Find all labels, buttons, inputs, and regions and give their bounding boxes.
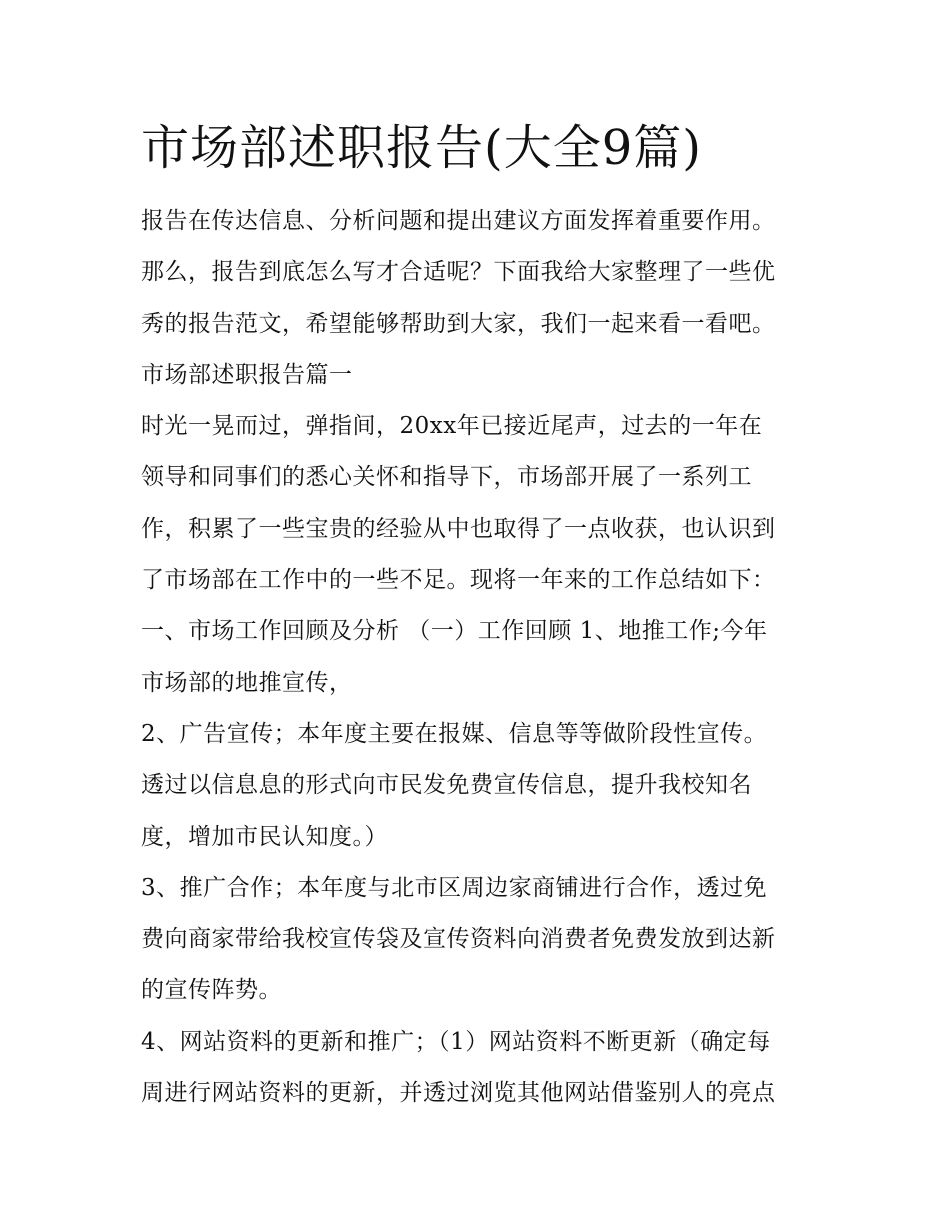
text-line: 了市场部在工作中的一些不足。现将一年来的工作总结如下： bbox=[141, 567, 776, 594]
text-line: 透过以信息息的形式向市民发免费宣传信息，提升我校知名 bbox=[141, 772, 752, 799]
text-line: 那么，报告到底怎么写才合适呢？下面我给大家整理了一些优 bbox=[141, 259, 776, 286]
document-body bbox=[141, 196, 821, 1119]
text-line: 2、广告宣传；本年度主要在报媒、信息等等做阶段性宣传。 bbox=[141, 720, 768, 747]
text-line: 的宣传阵势。 bbox=[141, 977, 282, 1004]
text-line: 度，增加市民认知度。） bbox=[141, 823, 388, 850]
text-line: 市场部的地推宣传， bbox=[141, 669, 353, 696]
text-line: 秀的报告范文，希望能够帮助到大家，我们一起来看一看吧。 bbox=[141, 310, 776, 337]
section-heading: 市场部述职报告篇一 bbox=[141, 361, 353, 388]
document-title: 市场部述职报告(大全9篇) bbox=[141, 120, 702, 176]
text-line: 3、推广合作；本年度与北市区周边家商铺进行合作，透过免 bbox=[141, 874, 768, 901]
text-line: 时光一晃而过，弹指间，20xx年已接近尾声，过去的一年在 bbox=[141, 413, 763, 440]
text-line: 4、网站资料的更新和推广；（1）网站资料不断更新（确定每 bbox=[141, 1028, 771, 1055]
text-line: 报告在传达信息、分析问题和提出建议方面发挥着重要作用。 bbox=[141, 208, 776, 234]
text-line: 领导和同事们的悉心关怀和指导下，市场部开展了一系列工 bbox=[141, 464, 752, 491]
text-line: 一、市场工作回顾及分析 （一）工作回顾 1、地推工作;今年 bbox=[141, 618, 768, 645]
text-line: 周进行网站资料的更新，并透过浏览其他网站借鉴别人的亮点 bbox=[141, 1080, 776, 1107]
text-line: 作，积累了一些宝贵的经验从中也取得了一点收获，也认识到 bbox=[141, 515, 776, 542]
text-line: 费向商家带给我校宣传袋及宣传资料向消费者免费发放到达新 bbox=[141, 926, 776, 953]
